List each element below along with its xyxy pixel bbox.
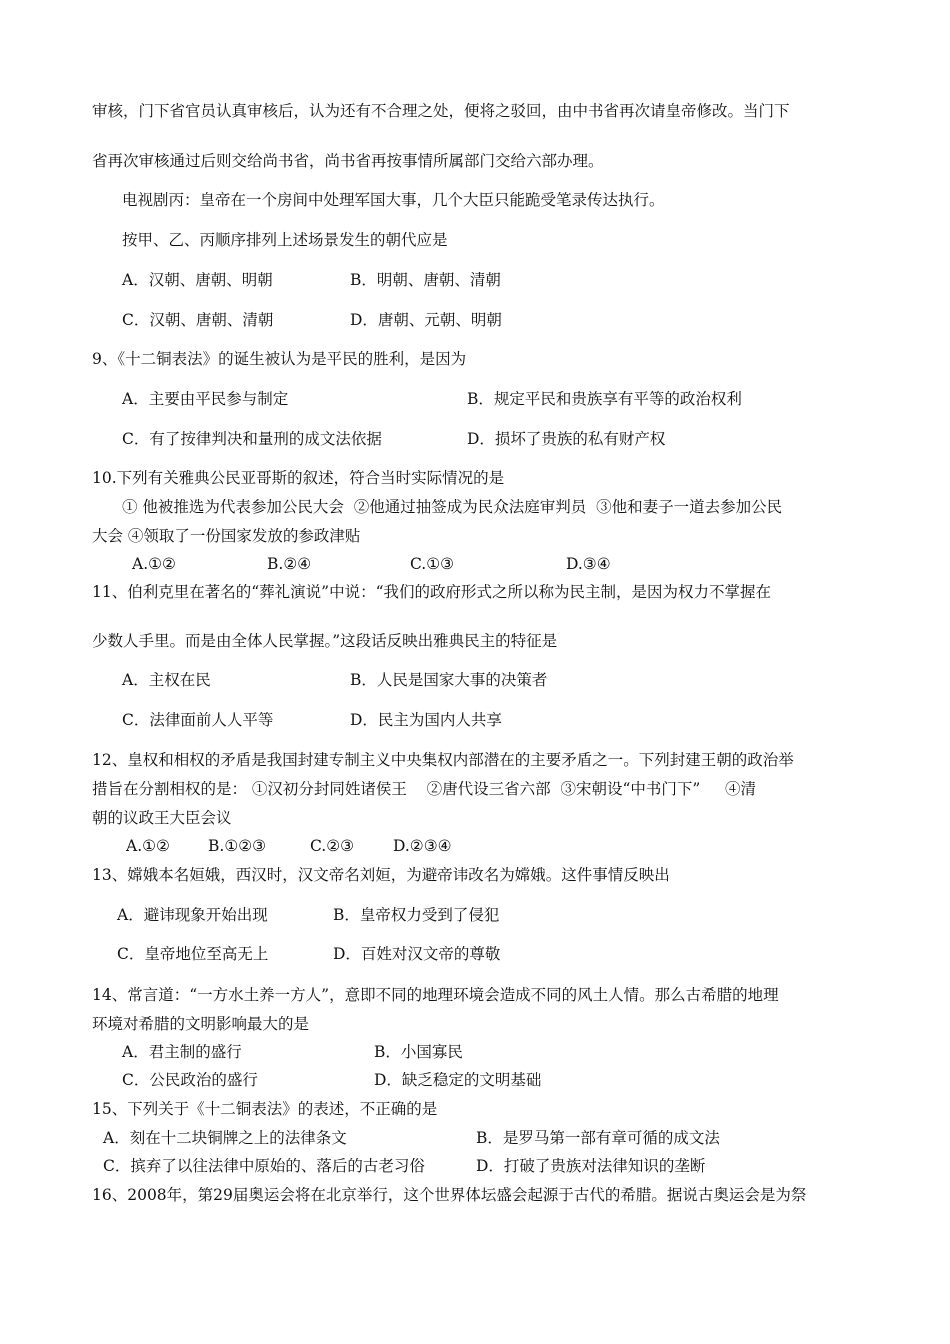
q8-option-b: B．明朝、唐朝、清朝 <box>350 271 501 289</box>
q13-option-b: B．皇帝权力受到了侵犯 <box>333 906 500 924</box>
q12-option-c: C.②③ <box>310 837 355 855</box>
q13-option-a: A．避讳现象开始出现 <box>117 906 268 924</box>
q15-option-c: C．摈弃了以往法律中原始的、落后的古老习俗 <box>103 1157 425 1175</box>
q15-option-a: A．刻在十二块铜牌之上的法律条文 <box>103 1129 347 1147</box>
q13-option-c: C．皇帝地位至高无上 <box>117 945 269 963</box>
q11-option-c: C．法律面前人人平等 <box>122 711 274 729</box>
q14-option-d: D．缺乏稳定的文明基础 <box>374 1071 542 1089</box>
q10-option-b: B.②④ <box>267 555 312 573</box>
q14-stem: 环境对希腊的文明影响最大的是 <box>92 1015 310 1033</box>
q12-stem: 朝的议政王大臣会议 <box>92 809 232 827</box>
q12-stem: 12、皇权和相权的矛盾是我国封建专制主义中央集权内部潜在的主要矛盾之一。下列封建王朝的政治举 <box>92 751 794 769</box>
q9-stem: 9、《十二铜表法》的诞生被认为是平民的胜利，是因为 <box>92 350 467 368</box>
q9-option-c: C．有了按律判决和量刑的成文法依据 <box>122 430 382 448</box>
q12-option-a: A.①② <box>126 837 170 855</box>
q12-stem: 措旨在分割相权的是： ①汉初分封同姓诸侯王 ②唐代设三省六部 ③宋朝设“中书门下” ④清 <box>92 780 756 798</box>
q14-option-b: B．小国寡民 <box>374 1043 463 1061</box>
q12-option-d: D.②③④ <box>393 837 452 855</box>
text-line: 电视剧丙：皇帝在一个房间中处理军国大事，几个大臣只能跪受笔录传达执行。 <box>122 191 665 209</box>
q13-option-d: D．百姓对汉文帝的尊敬 <box>333 945 501 963</box>
q14-option-a: A．君主制的盛行 <box>122 1043 242 1061</box>
q15-option-d: D．打破了贵族对法律知识的垄断 <box>476 1157 706 1175</box>
q13-stem: 13、嫦娥本名姮娥，西汉时，汉文帝名刘姮，为避帝讳改名为嫦娥。这件事情反映出 <box>92 866 670 884</box>
text-line: 按甲、乙、丙顺序排列上述场景发生的朝代应是 <box>122 231 448 249</box>
q9-option-b: B．规定平民和贵族享有平等的政治权利 <box>467 390 742 408</box>
text-line: 省再次审核通过后则交给尚书省，尚书省再按事情所属部门交给六部办理。 <box>92 152 604 170</box>
q11-stem: 11、伯利克里在著名的“葬礼演说”中说：“我们的政府形式之所以称为民主制，是因为权力不掌握在 <box>92 583 771 601</box>
q16-stem: 16、2008年，第29届奥运会将在北京举行，这个世界体坛盛会起源于古代的希腊。据说古奥运会是为祭 <box>92 1186 807 1204</box>
q10-items: ① 他被推选为代表参加公民大会 ②他通过抽签成为民众法庭审判员 ③他和妻子一道去参加公民 <box>122 498 783 516</box>
q11-option-b: B．人民是国家大事的决策者 <box>350 671 548 689</box>
q11-stem: 少数人手里。而是由全体人民掌握。”这段话反映出雅典民主的特征是 <box>92 632 558 650</box>
q10-option-d: D.③④ <box>566 555 611 573</box>
q14-stem: 14、常言道：“一方水土养一方人”，意即不同的地理环境会造成不同的风土人情。那么古希腊的地理 <box>92 986 779 1004</box>
text-line: 审核，门下省官员认真审核后，认为还有不合理之处，便将之驳回，由中书省再次请皇帝修改。当门下 <box>92 102 790 120</box>
q10-option-c: C.①③ <box>410 555 455 573</box>
q14-option-c: C．公民政治的盛行 <box>122 1071 258 1089</box>
q8-option-c: C．汉朝、唐朝、清朝 <box>122 311 274 329</box>
q10-stem: 10.下列有关雅典公民亚哥斯的叙述，符合当时实际情况的是 <box>92 469 505 487</box>
q8-option-a: A．汉朝、唐朝、明朝 <box>122 271 273 289</box>
q12-option-b: B.①②③ <box>208 837 267 855</box>
q15-stem: 15、下列关于《十二铜表法》的表述，不正确的是 <box>92 1100 438 1118</box>
q8-option-d: D．唐朝、元朝、明朝 <box>350 311 502 329</box>
q9-option-d: D．损坏了贵族的私有财产权 <box>467 430 666 448</box>
q10-items: 大会 ④领取了一份国家发放的参政津贴 <box>92 527 361 545</box>
q11-option-a: A．主权在民 <box>122 671 211 689</box>
q11-option-d: D．民主为国内人共享 <box>350 711 502 729</box>
q15-option-b: B．是罗马第一部有章可循的成文法 <box>476 1129 720 1147</box>
q10-option-a: A.①② <box>132 555 176 573</box>
q9-option-a: A．主要由平民参与制定 <box>122 390 289 408</box>
